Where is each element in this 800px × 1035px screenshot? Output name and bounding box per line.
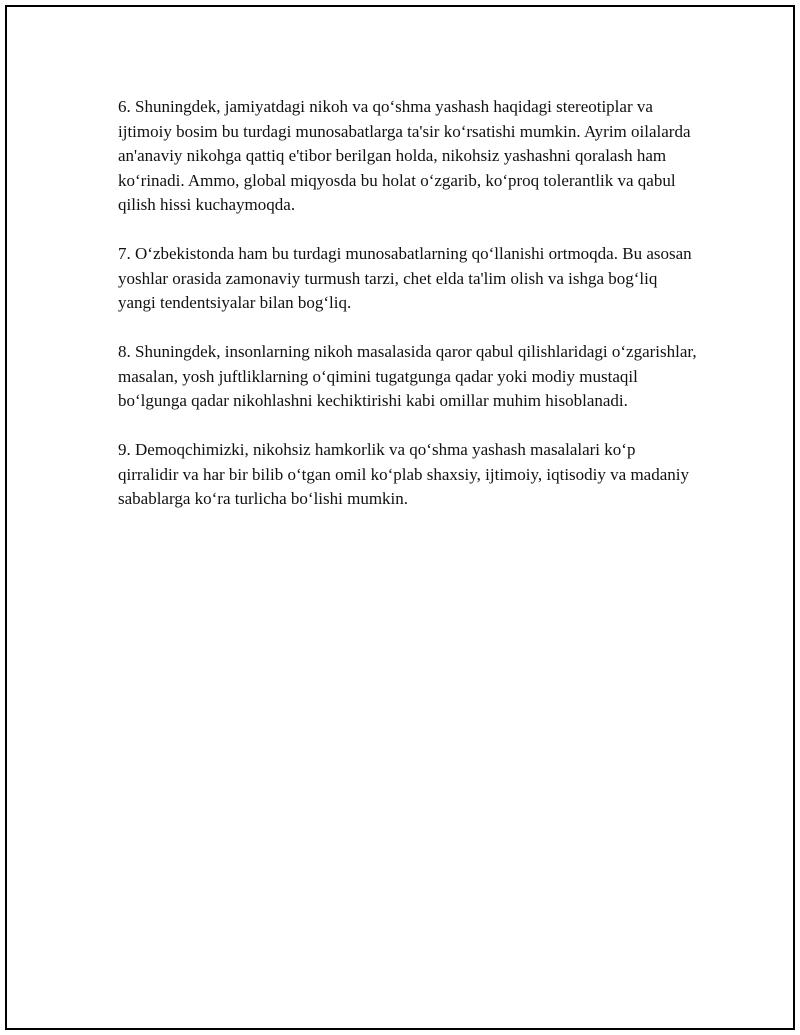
paragraph-7: 7. O‘zbekistonda ham bu turdagi munosabatlarning qo‘llanishi ortmoqda. Bu asosan yoshlar orasida zamonaviy turmush tarzi, chet elda ta'lim olish va ishga bog‘liq yangi tendentsiyalar bilan bog‘liq.: [118, 244, 692, 312]
paragraph-6: 6. Shuningdek, jamiyatdagi nikoh va qo‘shma yashash haqidagi stereotiplar va ijtimoiy bosim bu turdagi munosabatlarga ta'sir ko‘rsatishi mumkin. Ayrim oilalarda an'anaviy nikohga qattiq e'tibor berilgan holda, nikohsiz yashashni qoralash ham ko‘rinadi. Ammo, global miqyosda bu holat o‘zgarib, ko‘proq tolerantlik va qabul qilish hissi kuchaymoqda.: [118, 97, 691, 214]
paragraph-8: 8. Shuningdek, insonlarning nikoh masalasida qaror qabul qilishlaridagi o‘zgarishlar, masalan, yosh juftliklarning o‘qimini tugatgunga qadar yoki modiy mustaqil bo‘lgunga qadar nikohlashni kechiktirishi kabi omillar muhim hisoblanadi.: [118, 342, 697, 410]
paragraph-9: 9. Demoqchimizki, nikohsiz hamkorlik va qo‘shma yashash masalalari ko‘p qirralidir va har bir bilib o‘tgan omil ko‘plab shaxsiy, ijtimoiy, iqtisodiy va madaniy sabablarga ko‘ra turlicha bo‘lishi mumkin.: [118, 440, 689, 508]
document-body: [118, 95, 698, 536]
document-page: [5, 5, 795, 1030]
